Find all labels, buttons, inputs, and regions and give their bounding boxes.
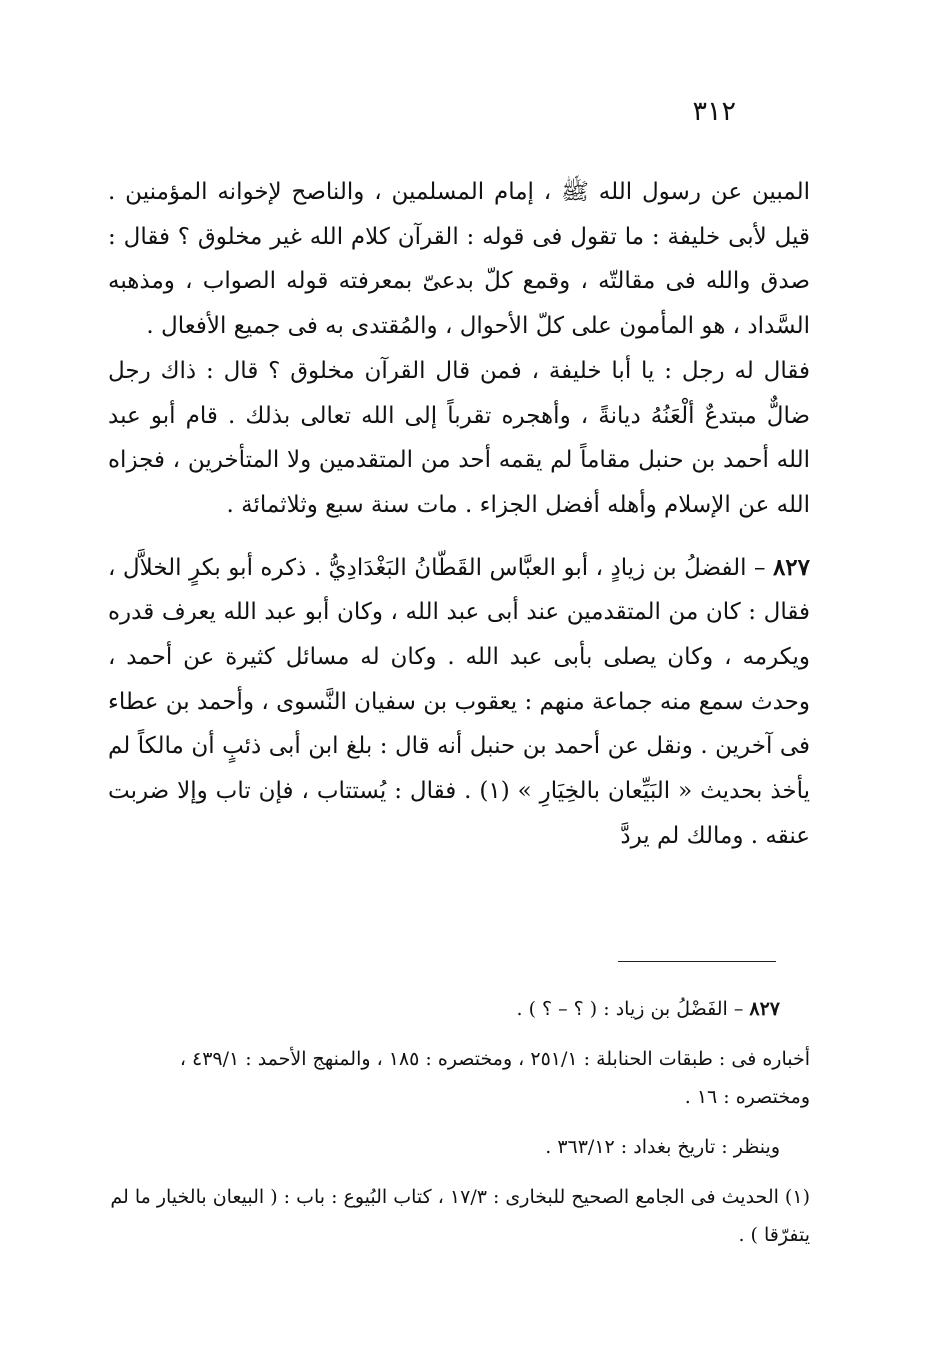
footnote-see-also: وينظر : تاريخ بغداد : ٣٦٣/١٢ . — [545, 1136, 780, 1158]
entry-dash: – — [753, 554, 766, 581]
biography-entry — [108, 546, 810, 859]
entry-text: ذكره أبو بكرٍ الخلاَّل ، فقال : كان من المتقدمين عند أبى عبد الله ، وكان أبو عبد الله يعرف قدره ويكرمه ، وكان يصلى بأبى عبد الله . وكان له مسائل كثيرة عن أحمد ، وحدث سمع منه جماعة منهم : يعقوب بن سفيان النَّسوى ، وأحمد بن عطاء فى آخرين . ونقل عن أحمد بن حنبل أنه قال : بلغ ابن أبى ذئبٍ أن مالكاً لم يأخذ بحديث « البَيِّعان بالخِيَارِ » — [108, 554, 811, 805]
footnote-separator — [618, 961, 776, 962]
footnote-sources: أخباره فى : طبقات الحنابلة : ٢٥١/١ ، ومختصره : ١٨٥ ، والمنهج الأحمد : ٤٣٩/١ ، ومختصره : ١٦ . — [179, 1048, 810, 1108]
main-text — [108, 170, 810, 859]
paragraph-2: فقال له رجل : يا أبا خليفة ، فمن قال القرآن مخلوق ؟ قال : ذاك رجل ضالٌّ مبتدعٌ ألْعَنُهُ ديانةً ، وأهجره تقرباً إلى الله تعالى بذلك . قام أبو عبد الله أحمد بن حنبل مقاماً لم يقمه أحد من المتقدمين ولا المتأخرين ، فجزاه الله عن الإسلام وأهله أفضل الجزاء . مات سنة سبع وثلاثمائة . — [108, 357, 810, 518]
page-number: ٣١٢ — [692, 96, 736, 127]
footnote-reference: (١) — [479, 778, 510, 805]
paragraph-1: المبين عن رسول الله ﷺ ، إمام المسلمين ، والناصح لإخوانه المؤمنين . قيل لأبى خليفة : ما تقول فى قوله : القرآن كلام الله غير مخلوق ؟ فقال : صدق والله فى مقالتّه ، وقمع كلّ بدعىّ بمعرفته قوله الصواب ، ومذهبه السَّداد ، هو المأمون على كلّ الأحوال ، والمُقتدى به فى جميع الأفعال . — [108, 179, 810, 340]
footnote-entry-text: – الفَضْلُ بن زياد : ( ؟ – ؟ ) . — [516, 998, 744, 1020]
footnote-entry-line — [108, 990, 810, 1028]
entry-number: ٨٢٧ — [772, 553, 811, 581]
entry-heading: الفضلُ بن زيادٍ ، أبو العبَّاس القَطّانُ البَغْدَادِيُّ . — [313, 554, 747, 581]
entry-text-continued: . فقال : يُستتاب ، فإن تاب وإلا ضربت عنقه . ومالك لم يردَّ — [108, 778, 810, 849]
footnote-entry-number: ٨٢٧ — [749, 998, 780, 1020]
footnotes — [108, 990, 810, 1254]
footnote-1: (١) الحديث فى الجامع الصحيح للبخارى : ١٧/٣ ، كتاب البُيوع : باب : ( البيعان بالخيار ما لم يتفرّقا ) . — [110, 1186, 810, 1246]
